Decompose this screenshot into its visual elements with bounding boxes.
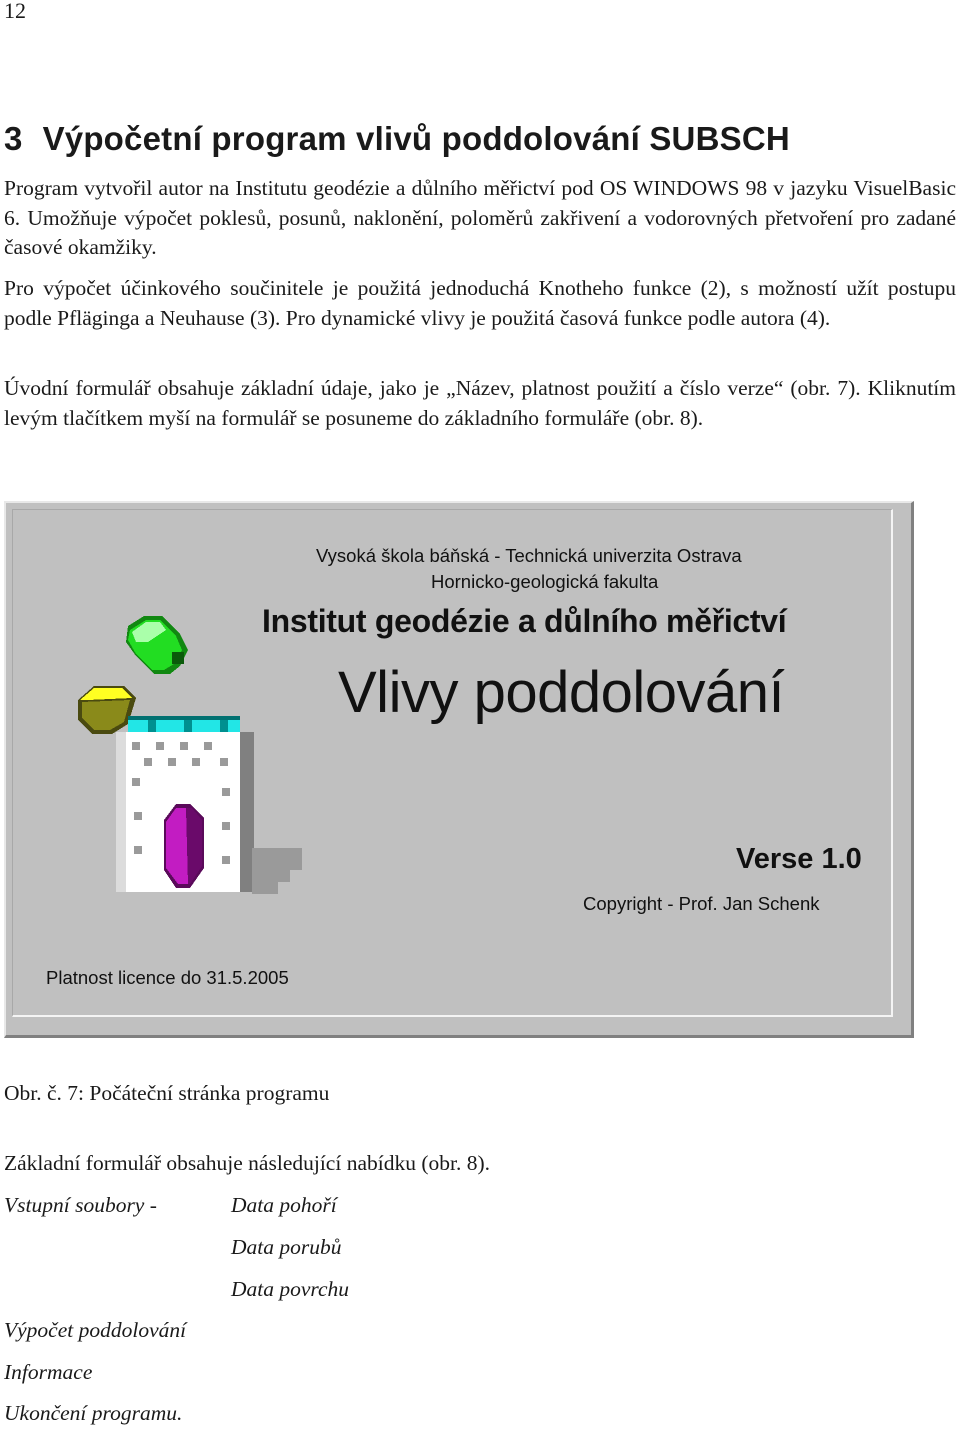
section-heading: [4, 120, 790, 158]
menu-item-data-porubu: Data porubů: [231, 1235, 342, 1259]
splash-institute: Institut geodézie a důlního měřictví: [262, 603, 787, 639]
menu-information: Informace: [4, 1360, 93, 1384]
menu-intro: Základní formulář obsahuje následující nabídku (obr. 8).: [4, 1151, 491, 1175]
paragraph-intro: Program vytvořil autor na Institutu geodézie a důlního měřictví pod OS WINDOWS 98 v jazyku VisuelBasic 6. Umožňuje výpočet poklesů, posunů, naklonění, poloměrů zakřivení a vodorovných přetvoření pro zadané časové okamžiky.: [4, 176, 956, 259]
page-number: 12: [4, 0, 26, 23]
splash-screen-figure: [4, 501, 914, 1038]
splash-university: Vysoká škola báňská - Technická univerzita Ostrava: [316, 545, 742, 566]
menu-exit: Ukončení programu.: [4, 1401, 183, 1425]
paragraph-functions: Pro výpočet účinkového součinitele je použitá jednoduchá Knotheho funkce (2), s možností užít postupu podle Pfläginga a Neuhause (3). Pro dynamické vlivy je použitá časová funkce podle autora (4).: [4, 276, 956, 330]
menu-input-files: Vstupní soubory -: [4, 1193, 157, 1217]
magenta-gem-icon: [164, 804, 204, 888]
section-title: Výpočetní program vlivů poddolování SUBSCH: [42, 120, 790, 157]
splash-license: Platnost licence do 31.5.2005: [46, 967, 289, 988]
section-number: 3: [4, 120, 23, 157]
menu-calculation: Výpočet poddolování: [4, 1318, 187, 1342]
splash-faculty: Hornicko-geologická fakulta: [431, 571, 659, 592]
splash-version: Verse 1.0: [736, 843, 862, 875]
menu-item-data-povrchu: Data povrchu: [231, 1277, 350, 1301]
paragraph-form: Úvodní formulář obsahuje základní údaje, jako je „Název, platnost použití a číslo verze“ (obr. 7). Kliknutím levým tlačítkem myší na formulář se posuneme do základního formuláře (obr. 8).: [4, 376, 956, 430]
app-logo-icon: [72, 608, 302, 898]
splash-program-name: Vlivy poddolování: [338, 660, 785, 725]
green-gem-icon: [126, 616, 188, 674]
menu-item-data-pohori: Data pohoří: [231, 1193, 337, 1217]
yellow-gem-icon: [78, 686, 136, 734]
splash-copyright: Copyright - Prof. Jan Schenk: [583, 893, 820, 914]
figure-caption: Obr. č. 7: Počáteční stránka programu: [4, 1081, 330, 1105]
